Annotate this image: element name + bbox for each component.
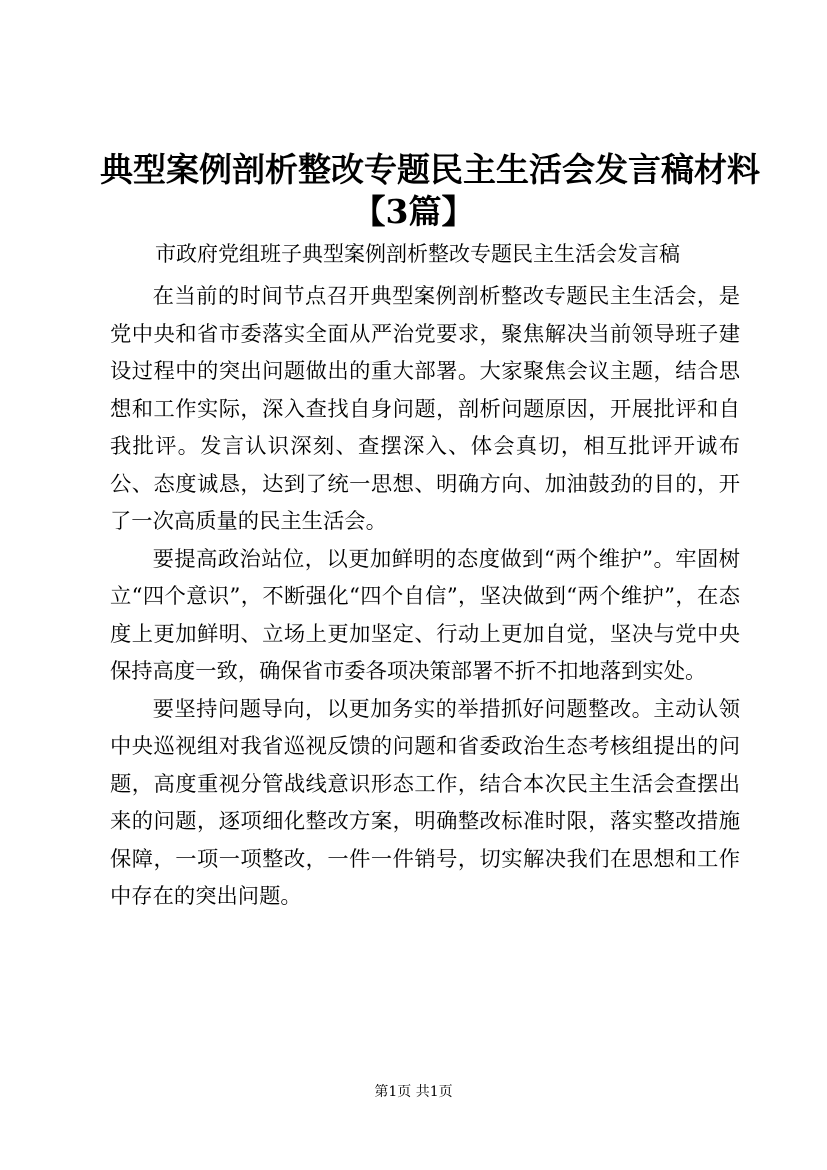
document-title-line1: 典型案例剖析整改专题民主生活会发言稿材料	[100, 150, 760, 189]
paragraph-2: 要提高政治站位，以更加鲜明的态度做到“两个维护”。牢固树立“四个意识”，不断强化“四个自信”，坚决做到“两个维护”，在态度上更加鲜明、立场上更加坚定、行动上更加自觉，坚决与党中央保持高度一致，确保省市委各项决策部署不折不扣地落到实处。	[110, 546, 740, 684]
paragraph-1: 在当前的时间节点召开典型案例剖析整改专题民主生活会，是党中央和省市委落实全面从严治党要求，聚焦解决当前领导班子建设过程中的突出问题做出的重大部署。大家聚焦会议主题，结合思想和工作实际，深入查找自身问题，剖析问题原因，开展批评和自我批评。发言认识深刻、查摆深入、体会真切，相互批评开诚布公、态度诚恳，达到了统一思想、明确方向、加油鼓劲的目的，开了一次高质量的民主生活会。	[110, 284, 740, 534]
document-body	[110, 278, 740, 916]
document-title-line2: 【3篇】	[352, 192, 475, 231]
paragraph-3: 要坚持问题导向，以更加务实的举措抓好问题整改。主动认领中央巡视组对我省巡视反馈的问题和省委政治生态考核组提出的问题，高度重视分管战线意识形态工作，结合本次民主生活会查摆出来的问题，逐项细化整改方案，明确整改标准时限，落实整改措施保障，一项一项整改，一件一件销号，切实解决我们在思想和工作中存在的突出问题。	[110, 696, 740, 909]
page-footer: 第1页 共1页	[374, 1084, 453, 1100]
document-subtitle: 市政府党组班子典型案例剖析整改专题民主生活会发言稿	[155, 242, 680, 266]
